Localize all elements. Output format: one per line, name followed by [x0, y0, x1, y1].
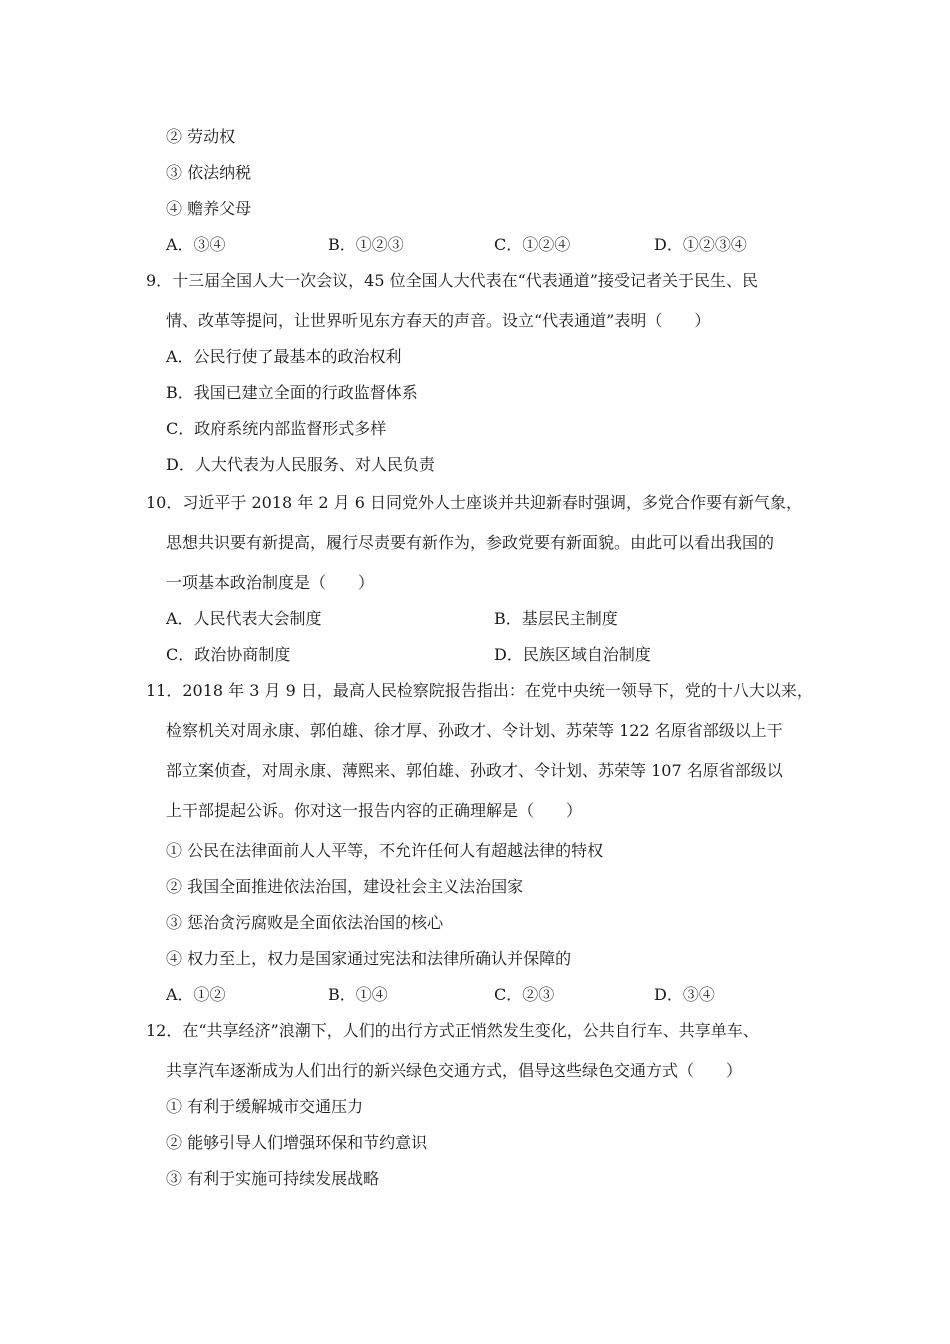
q12-item-3: ③ 有利于实施可持续发展战略 — [166, 1169, 380, 1188]
q8-option-d: D．①②③④ — [654, 235, 747, 254]
q10-option-b: B．基层民主制度 — [494, 609, 618, 628]
q11-item-2: ② 我国全面推进依法治国，建设社会主义法治国家 — [166, 877, 524, 896]
q11-item-3: ③ 惩治贪污腐败是全面依法治国的核心 — [166, 913, 444, 932]
q9-stem-line-2: 情、改革等提问，让世界听见东方春天的声音。设立“代表通道”表明（ ） — [166, 311, 711, 330]
q12-stem-line-2: 共享汽车逐渐成为人们出行的新兴绿色交通方式，倡导这些绿色交通方式（ ） — [166, 1061, 743, 1080]
q10-option-c: C．政治协商制度 — [166, 645, 291, 664]
q11-option-b: B．①④ — [328, 985, 388, 1004]
q8-item-3: ③ 依法纳税 — [166, 163, 252, 182]
q8-option-b: B．①②③ — [328, 235, 404, 254]
q11-stem-line-2: 检察机关对周永康、郭伯雄、徐才厚、孙政才、令计划、苏荣等 122 名原省部级以上干 — [166, 721, 783, 740]
q12-item-1: ① 有利于缓解城市交通压力 — [166, 1097, 364, 1116]
q9-stem-line-1: 9．十三届全国人大一次会议，45 位全国人大代表在“代表通道”接受记者关于民生、民 — [146, 271, 758, 290]
q11-stem-line-3: 部立案侦查，对周永康、薄熙来、郭伯雄、孙政才、令计划、苏荣等 107 名原省部级以 — [166, 761, 783, 780]
q11-option-c: C．②③ — [494, 985, 555, 1004]
q11-stem-line-4: 上干部提起公诉。你对这一报告内容的正确理解是（ ） — [166, 801, 583, 820]
q8-item-4: ④ 赡养父母 — [166, 199, 252, 218]
q11-item-1: ① 公民在法律面前人人平等，不允许任何人有超越法律的特权 — [166, 841, 604, 860]
q8-item-2: ② 劳动权 — [166, 127, 236, 146]
q11-stem-line-1: 11．2018 年 3 月 9 日，最高人民检察院报告指出：在党中央统一领导下，党的十八大以来， — [146, 681, 813, 700]
q11-item-4: ④ 权力至上，权力是国家通过宪法和法律所确认并保障的 — [166, 949, 572, 968]
q10-stem-line-2: 思想共识要有新提高，履行尽责要有新作为，参政党要有新面貌。由此可以看出我国的 — [166, 533, 775, 552]
q8-option-a: A．③④ — [166, 235, 226, 254]
q10-stem-line-1: 10．习近平于 2018 年 2 月 6 日同党外人士座谈并共迎新春时强调，多党合作要有新气象， — [146, 493, 802, 512]
q11-option-d: D．③④ — [654, 985, 715, 1004]
q10-option-d: D．民族区域自治制度 — [494, 645, 651, 664]
q8-option-c: C．①②④ — [494, 235, 571, 254]
q10-option-a: A．人民代表大会制度 — [166, 609, 322, 628]
q11-option-a: A．①② — [166, 985, 226, 1004]
q9-option-c: C．政府系统内部监督形式多样 — [166, 419, 387, 438]
q12-item-2: ② 能够引导人们增强环保和节约意识 — [166, 1133, 428, 1152]
q12-stem-line-1: 12．在“共享经济”浪潮下，人们的出行方式正悄然发生变化，公共自行车、共享单车、 — [146, 1021, 759, 1040]
q9-option-a: A．公民行使了最基本的政治权利 — [166, 347, 402, 366]
q10-stem-line-3: 一项基本政治制度是（ ） — [166, 573, 375, 592]
q9-option-b: B．我国已建立全面的行政监督体系 — [166, 383, 418, 402]
q9-option-d: D．人大代表为人民服务、对人民负责 — [166, 455, 435, 474]
